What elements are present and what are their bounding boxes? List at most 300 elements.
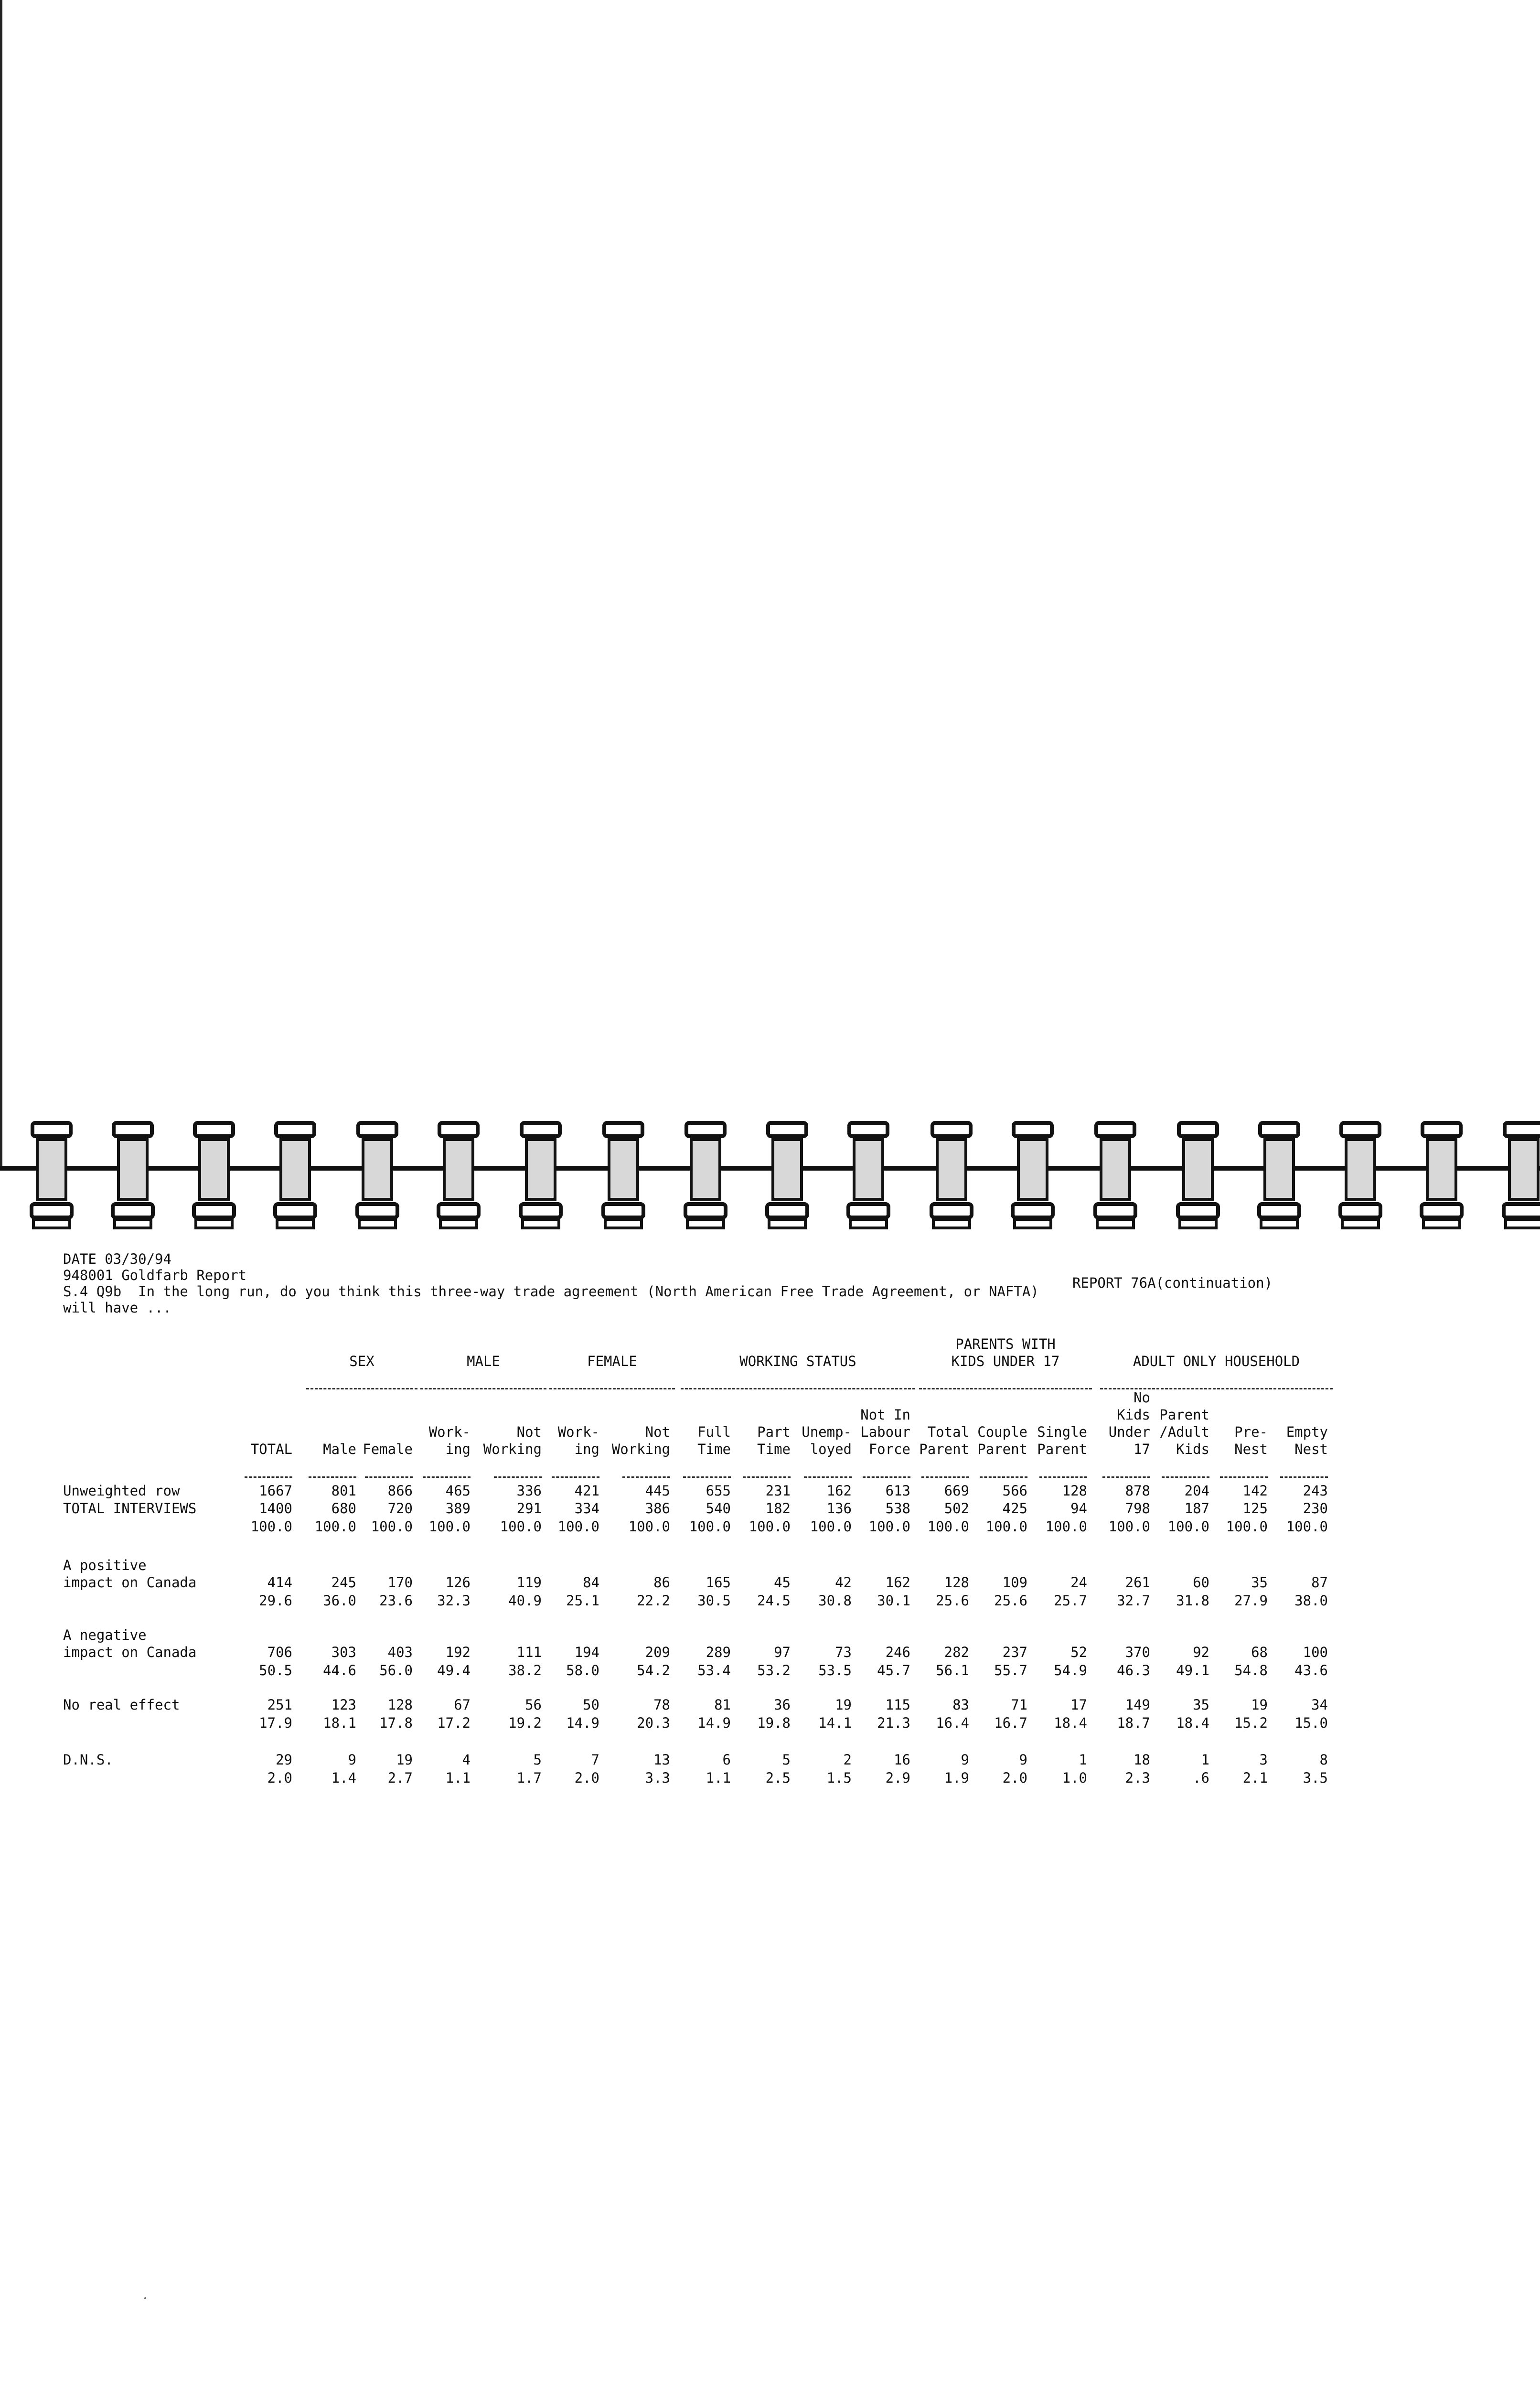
group-header-5: PARENTS WITH <box>955 1336 1056 1352</box>
table-cell: 17.9 <box>259 1715 292 1731</box>
table-cell: 1.1 <box>706 1770 731 1786</box>
table-cell: 289 <box>706 1644 731 1660</box>
column-header-7: Not <box>645 1424 670 1440</box>
table-cell: 16.7 <box>994 1715 1027 1731</box>
column-rule <box>921 1476 969 1478</box>
table-cell: 100.0 <box>1286 1518 1328 1535</box>
table-cell: 6 <box>722 1752 731 1768</box>
table-cell: 29 <box>276 1752 292 1768</box>
table-cell: 502 <box>944 1500 969 1517</box>
table-cell: 25.6 <box>936 1593 969 1609</box>
table-cell: 204 <box>1184 1483 1209 1499</box>
table-cell: 42 <box>835 1574 852 1591</box>
table-cell: 58.0 <box>566 1662 599 1679</box>
table-cell: 261 <box>1125 1574 1150 1591</box>
binding-ring <box>194 1123 234 1228</box>
table-cell: 56.0 <box>379 1662 413 1679</box>
table-cell: 100.0 <box>985 1518 1027 1535</box>
binding-ring <box>275 1123 315 1228</box>
table-cell: 49.1 <box>1176 1662 1209 1679</box>
table-cell: 78 <box>653 1697 670 1713</box>
table-cell: 192 <box>445 1644 471 1660</box>
table-cell: 19 <box>396 1752 413 1768</box>
table-cell: 613 <box>885 1483 910 1499</box>
table-cell: 87 <box>1311 1574 1328 1591</box>
report-id: REPORT 76A(continuation) <box>1072 1275 1273 1291</box>
table-cell: 2.5 <box>765 1770 791 1786</box>
table-cell: 291 <box>516 1500 542 1517</box>
table-cell: 251 <box>267 1697 292 1713</box>
table-cell: 49.4 <box>437 1662 471 1679</box>
table-cell: 100.0 <box>749 1518 791 1535</box>
table-cell: 109 <box>1002 1574 1027 1591</box>
table-cell: 19 <box>1251 1697 1268 1713</box>
table-cell: 194 <box>574 1644 599 1660</box>
table-cell: 125 <box>1242 1500 1268 1517</box>
table-cell: 123 <box>331 1697 356 1713</box>
group-header-5: KIDS UNDER 17 <box>951 1353 1060 1369</box>
table-cell: 31.8 <box>1176 1593 1209 1609</box>
question-continuation: will have ... <box>63 1300 171 1316</box>
table-cell: 100.0 <box>250 1518 292 1535</box>
group-header-rule <box>919 1388 1092 1389</box>
column-header-11: Labour <box>860 1424 910 1440</box>
table-cell: 53.2 <box>757 1662 791 1679</box>
table-cell: 67 <box>454 1697 471 1713</box>
table-cell: 136 <box>826 1500 852 1517</box>
table-cell: 30.1 <box>877 1593 910 1609</box>
table-cell: 336 <box>516 1483 542 1499</box>
table-cell: 25.6 <box>994 1593 1027 1609</box>
report-name: 948001 Goldfarb Report <box>63 1267 247 1283</box>
column-rule <box>804 1476 852 1478</box>
table-cell: 680 <box>331 1500 356 1517</box>
table-cell: 801 <box>331 1483 356 1499</box>
page-left-edge <box>0 0 2 1166</box>
table-cell: 100.0 <box>810 1518 852 1535</box>
column-header-3: Female <box>363 1441 413 1457</box>
column-header-2: Male <box>323 1441 356 1457</box>
table-cell: 16.4 <box>936 1715 969 1731</box>
column-header-18: Empty <box>1286 1424 1328 1440</box>
table-cell: 27.9 <box>1234 1593 1268 1609</box>
table-cell: 18.4 <box>1054 1715 1087 1731</box>
table-cell: 52 <box>1070 1644 1087 1660</box>
column-header-4: ing <box>445 1441 471 1457</box>
column-header-14: Single <box>1037 1424 1087 1440</box>
column-header-9: Time <box>757 1441 791 1457</box>
column-header-10: Unemp- <box>802 1424 852 1440</box>
binding-ring <box>521 1123 561 1228</box>
table-cell: 115 <box>885 1697 910 1713</box>
table-cell: 21.3 <box>877 1715 910 1731</box>
table-cell: 165 <box>706 1574 731 1591</box>
table-cell: 2.3 <box>1125 1770 1150 1786</box>
table-cell: 54.8 <box>1234 1662 1268 1679</box>
column-rule <box>622 1476 670 1478</box>
table-cell: 68 <box>1251 1644 1268 1660</box>
column-header-17: Pre- <box>1234 1424 1268 1440</box>
column-rule <box>423 1476 471 1478</box>
column-rule <box>683 1476 731 1478</box>
table-cell: 100.0 <box>1045 1518 1087 1535</box>
table-cell: 403 <box>387 1644 413 1660</box>
table-cell: 24.5 <box>757 1593 791 1609</box>
row-label: impact on Canada <box>63 1574 197 1591</box>
binding-ring <box>685 1123 726 1228</box>
table-cell: 706 <box>267 1644 292 1660</box>
table-cell: 1.7 <box>516 1770 542 1786</box>
table-cell: 128 <box>944 1574 969 1591</box>
row-label: A positive <box>63 1557 147 1573</box>
table-cell: 22.2 <box>637 1593 670 1609</box>
group-header-6: ADULT ONLY HOUSEHOLD <box>1133 1353 1300 1369</box>
table-cell: 53.5 <box>818 1662 852 1679</box>
table-cell: 24 <box>1070 1574 1087 1591</box>
table-cell: 243 <box>1303 1483 1328 1499</box>
table-cell: .6 <box>1193 1770 1209 1786</box>
table-cell: 15.2 <box>1234 1715 1268 1731</box>
table-cell: 94 <box>1070 1500 1087 1517</box>
table-cell: 100.0 <box>689 1518 731 1535</box>
column-rule <box>552 1476 599 1478</box>
table-cell: 54.2 <box>637 1662 670 1679</box>
column-rule <box>1162 1476 1209 1478</box>
column-rule <box>245 1476 292 1478</box>
question-text: S.4 Q9b In the long run, do you think this three-way trade agreement (North American Free Trade Agreement, or NAFTA) <box>63 1283 1039 1300</box>
table-cell: 15.0 <box>1294 1715 1328 1731</box>
table-cell: 187 <box>1184 1500 1209 1517</box>
table-cell: 23.6 <box>379 1593 413 1609</box>
table-cell: 3 <box>1259 1752 1268 1768</box>
binding-ring <box>113 1123 153 1228</box>
column-header-10: loyed <box>810 1441 852 1457</box>
table-cell: 100.0 <box>1167 1518 1209 1535</box>
table-cell: 45.7 <box>877 1662 910 1679</box>
table-cell: 18.1 <box>323 1715 356 1731</box>
column-header-1: TOTAL <box>250 1441 292 1457</box>
table-cell: 56 <box>525 1697 542 1713</box>
column-header-5: Not <box>516 1424 542 1440</box>
table-cell: 5 <box>782 1752 791 1768</box>
table-cell: 30.5 <box>697 1593 731 1609</box>
table-cell: 2 <box>843 1752 852 1768</box>
table-cell: 1 <box>1201 1752 1209 1768</box>
table-cell: 230 <box>1303 1500 1328 1517</box>
binding-ring <box>1340 1123 1380 1228</box>
table-cell: 38.0 <box>1294 1593 1328 1609</box>
table-cell: 669 <box>944 1483 969 1499</box>
group-header-4: WORKING STATUS <box>739 1353 856 1369</box>
table-cell: 38.2 <box>508 1662 542 1679</box>
table-cell: 53.4 <box>697 1662 731 1679</box>
table-cell: 425 <box>1002 1500 1027 1517</box>
table-cell: 1.4 <box>331 1770 356 1786</box>
table-cell: 83 <box>952 1697 969 1713</box>
table-cell: 14.9 <box>566 1715 599 1731</box>
table-cell: 162 <box>826 1483 852 1499</box>
table-cell: 100.0 <box>1108 1518 1150 1535</box>
table-cell: 17 <box>1070 1697 1087 1713</box>
binding-ring <box>438 1123 479 1228</box>
table-cell: 2.0 <box>574 1770 599 1786</box>
table-cell: 19 <box>835 1697 852 1713</box>
table-cell: 9 <box>348 1752 356 1768</box>
table-cell: 7 <box>591 1752 599 1768</box>
table-cell: 142 <box>1242 1483 1268 1499</box>
group-header-rule <box>420 1388 546 1389</box>
binding-ring <box>357 1123 397 1228</box>
table-cell: 14.1 <box>818 1715 852 1731</box>
column-header-7: Working <box>611 1441 670 1457</box>
table-cell: 73 <box>835 1644 852 1660</box>
table-cell: 97 <box>774 1644 791 1660</box>
binding-ring <box>1178 1123 1218 1228</box>
table-cell: 32.7 <box>1117 1593 1150 1609</box>
table-cell: 100 <box>1303 1644 1328 1660</box>
table-cell: 2.0 <box>1002 1770 1027 1786</box>
table-cell: 231 <box>765 1483 791 1499</box>
column-header-15: Under <box>1108 1424 1150 1440</box>
table-cell: 128 <box>387 1697 413 1713</box>
table-cell: 182 <box>765 1500 791 1517</box>
table-cell: 334 <box>574 1500 599 1517</box>
binding-ring <box>931 1123 972 1228</box>
binding-ring <box>1095 1123 1135 1228</box>
table-cell: 421 <box>574 1483 599 1499</box>
table-cell: 100.0 <box>628 1518 670 1535</box>
table-cell: 40.9 <box>508 1593 542 1609</box>
table-cell: 538 <box>885 1500 910 1517</box>
table-cell: 1.1 <box>445 1770 471 1786</box>
page-speck <box>144 2297 146 2299</box>
column-header-12: Parent <box>919 1441 969 1457</box>
table-cell: 720 <box>387 1500 413 1517</box>
row-label: impact on Canada <box>63 1644 197 1660</box>
table-cell: 246 <box>885 1644 910 1660</box>
table-cell: 60 <box>1193 1574 1209 1591</box>
table-cell: 8 <box>1319 1752 1328 1768</box>
table-cell: 18.7 <box>1117 1715 1150 1731</box>
table-cell: 162 <box>885 1574 910 1591</box>
column-rule <box>980 1476 1027 1478</box>
table-cell: 445 <box>645 1483 670 1499</box>
column-header-11: Not In <box>860 1407 910 1423</box>
row-label: No real effect <box>63 1697 180 1713</box>
table-cell: 44.6 <box>323 1662 356 1679</box>
table-cell: 17.2 <box>437 1715 471 1731</box>
table-cell: 32.3 <box>437 1593 471 1609</box>
table-cell: 92 <box>1193 1644 1209 1660</box>
column-header-16: /Adult <box>1159 1424 1209 1440</box>
column-header-16: Parent <box>1159 1407 1209 1423</box>
table-cell: 100.0 <box>428 1518 471 1535</box>
table-cell: 19.8 <box>757 1715 791 1731</box>
group-header-rule <box>549 1388 675 1389</box>
report-date: DATE 03/30/94 <box>63 1251 171 1267</box>
table-cell: 3.5 <box>1303 1770 1328 1786</box>
binding-ring <box>1259 1123 1299 1228</box>
column-header-16: Kids <box>1176 1441 1209 1457</box>
table-cell: 20.3 <box>637 1715 670 1731</box>
binding-ring <box>1504 1123 1540 1228</box>
column-rule <box>743 1476 791 1478</box>
table-cell: 100.0 <box>557 1518 599 1535</box>
table-cell: 25.1 <box>566 1593 599 1609</box>
table-cell: 36.0 <box>323 1593 356 1609</box>
table-cell: 50 <box>583 1697 599 1713</box>
table-cell: 1.5 <box>826 1770 852 1786</box>
group-header-rule <box>681 1388 915 1389</box>
column-rule <box>365 1476 413 1478</box>
binding-ring <box>767 1123 807 1228</box>
table-cell: 2.0 <box>267 1770 292 1786</box>
table-cell: 119 <box>516 1574 542 1591</box>
table-cell: 36 <box>774 1697 791 1713</box>
table-cell: 35 <box>1251 1574 1268 1591</box>
table-cell: 5 <box>533 1752 542 1768</box>
table-cell: 1.0 <box>1062 1770 1087 1786</box>
table-cell: 2.7 <box>387 1770 413 1786</box>
table-cell: 303 <box>331 1644 356 1660</box>
table-cell: 1 <box>1079 1752 1087 1768</box>
row-label: A negative <box>63 1627 147 1643</box>
table-cell: 56.1 <box>936 1662 969 1679</box>
table-cell: 84 <box>583 1574 599 1591</box>
table-cell: 43.6 <box>1294 1662 1328 1679</box>
table-cell: 100.0 <box>314 1518 356 1535</box>
table-cell: 18 <box>1134 1752 1150 1768</box>
table-cell: 100.0 <box>371 1518 413 1535</box>
table-cell: 17.8 <box>379 1715 413 1731</box>
column-header-14: Parent <box>1037 1441 1087 1457</box>
table-cell: 878 <box>1125 1483 1150 1499</box>
table-cell: 389 <box>445 1500 471 1517</box>
table-cell: 86 <box>653 1574 670 1591</box>
column-header-12: Total <box>927 1424 969 1440</box>
table-cell: 18.4 <box>1176 1715 1209 1731</box>
table-cell: 100.0 <box>500 1518 542 1535</box>
row-label: D.N.S. <box>63 1752 113 1768</box>
binding-ring <box>848 1123 888 1228</box>
table-cell: 25.7 <box>1054 1593 1087 1609</box>
table-cell: 386 <box>645 1500 670 1517</box>
table-cell: 245 <box>331 1574 356 1591</box>
table-cell: 29.6 <box>259 1593 292 1609</box>
table-cell: 2.9 <box>885 1770 910 1786</box>
table-cell: 30.8 <box>818 1593 852 1609</box>
column-header-13: Parent <box>977 1441 1027 1457</box>
table-cell: 209 <box>645 1644 670 1660</box>
table-cell: 3.3 <box>645 1770 670 1786</box>
table-cell: 54.9 <box>1054 1662 1087 1679</box>
binding-ring <box>603 1123 643 1228</box>
table-cell: 798 <box>1125 1500 1150 1517</box>
table-cell: 282 <box>944 1644 969 1660</box>
table-cell: 2.1 <box>1242 1770 1268 1786</box>
table-cell: 9 <box>1019 1752 1027 1768</box>
table-cell: 71 <box>1011 1697 1027 1713</box>
group-header-3: FEMALE <box>587 1353 637 1369</box>
column-header-18: Nest <box>1294 1441 1328 1457</box>
table-cell: 1400 <box>259 1500 292 1517</box>
table-cell: 1667 <box>259 1483 292 1499</box>
column-header-9: Part <box>757 1424 791 1440</box>
table-cell: 370 <box>1125 1644 1150 1660</box>
table-cell: 45 <box>774 1574 791 1591</box>
column-header-6: ing <box>574 1441 599 1457</box>
column-header-15: No <box>1134 1389 1150 1406</box>
row-label: Unweighted row <box>63 1483 180 1499</box>
group-header-rule <box>306 1388 417 1389</box>
binding-ring <box>1422 1123 1462 1228</box>
spiral-binding <box>0 1113 1540 1233</box>
column-rule <box>1039 1476 1087 1478</box>
table-cell: 1.9 <box>944 1770 969 1786</box>
group-header-1: SEX <box>349 1353 374 1369</box>
column-header-17: Nest <box>1234 1441 1268 1457</box>
table-cell: 81 <box>714 1697 731 1713</box>
column-header-8: Time <box>697 1441 731 1457</box>
table-cell: 50.5 <box>259 1662 292 1679</box>
column-header-4: Work- <box>428 1424 471 1440</box>
table-cell: 100.0 <box>868 1518 910 1535</box>
report-header <box>63 1251 1039 1316</box>
table-cell: 16 <box>894 1752 910 1768</box>
column-header-8: Full <box>697 1424 731 1440</box>
binding-ring <box>32 1123 72 1228</box>
column-rule <box>494 1476 542 1478</box>
column-rule <box>863 1476 910 1478</box>
row-label: TOTAL INTERVIEWS <box>63 1500 197 1517</box>
table-cell: 4 <box>462 1752 471 1768</box>
table-cell: 170 <box>387 1574 413 1591</box>
table-cell: 19.2 <box>508 1715 542 1731</box>
table-cell: 9 <box>961 1752 969 1768</box>
column-header-13: Couple <box>977 1424 1027 1440</box>
column-header-15: 17 <box>1134 1441 1150 1457</box>
table-cell: 149 <box>1125 1697 1150 1713</box>
table-cell: 34 <box>1311 1697 1328 1713</box>
table-cell: 128 <box>1062 1483 1087 1499</box>
table-cell: 100.0 <box>1226 1518 1268 1535</box>
table-cell: 237 <box>1002 1644 1027 1660</box>
table-cell: 14.9 <box>697 1715 731 1731</box>
table-cell: 866 <box>387 1483 413 1499</box>
table-cell: 111 <box>516 1644 542 1660</box>
column-rule <box>1280 1476 1328 1478</box>
column-rule <box>309 1476 356 1478</box>
column-rule <box>1102 1476 1150 1478</box>
table-cell: 100.0 <box>927 1518 969 1535</box>
table-cell: 465 <box>445 1483 471 1499</box>
table-cell: 655 <box>706 1483 731 1499</box>
column-header-5: Working <box>483 1441 542 1457</box>
column-header-6: Work- <box>557 1424 599 1440</box>
table-cell: 540 <box>706 1500 731 1517</box>
binding-ring <box>1013 1123 1053 1228</box>
table-cell: 35 <box>1193 1697 1209 1713</box>
table-cell: 55.7 <box>994 1662 1027 1679</box>
table-cell: 13 <box>653 1752 670 1768</box>
column-header-15: Kids <box>1117 1407 1150 1423</box>
column-header-11: Force <box>868 1441 910 1457</box>
table-cell: 566 <box>1002 1483 1027 1499</box>
column-rule <box>1220 1476 1268 1478</box>
table-cell: 46.3 <box>1117 1662 1150 1679</box>
group-header-2: MALE <box>467 1353 500 1369</box>
table-cell: 414 <box>267 1574 292 1591</box>
